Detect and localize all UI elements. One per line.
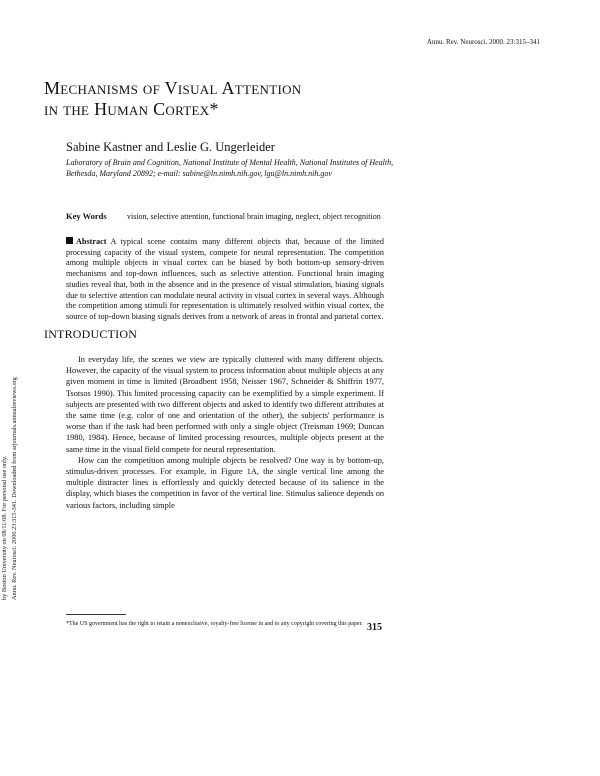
authors: Sabine Kastner and Leslie G. Ungerleider (66, 140, 275, 154)
abstract-text: A typical scene contains many different objects that, because of the limited processing capacity of the visual system, compete for neural representation. The competition among multiple objects in visual cortex can be biased by both bottom-up sensory-driven mechanisms and top-down influences, such as selective attention. Functional brain imaging studies reveal that, both in the absence and in the presence of visual stimulation, biasing signals due to selective attention can modulate neural activity in visual cortex in several ways. Although the competition among stimuli for representation is ultimately resolved within visual cortex, the source of top-down biasing signals derives from a network of areas in frontal and parietal cortex. (66, 237, 384, 321)
title-line-2: in the Human Cortex* (44, 99, 219, 119)
keywords-text: vision, selective attention, functional brain imaging, neglect, object recognition (127, 212, 381, 221)
footnote: *The US government has the right to retain a nonexclusive, royalty-free license in and to any copyright covering this paper. (66, 621, 363, 627)
section-heading: INTRODUCTION (44, 327, 138, 341)
download-watermark (0, 240, 30, 600)
abstract-label: Abstract (76, 237, 107, 246)
page-number: 315 (367, 622, 382, 633)
footnote-divider (66, 614, 126, 615)
body-text (66, 354, 384, 511)
watermark-line-2: by Boston University on 08/11/08. For personal use only. (1, 455, 8, 600)
abstract (66, 237, 384, 323)
keywords-label: Key Words (66, 211, 107, 221)
affiliation: Laboratory of Brain and Cognition, National Institute of Mental Health, National Institutes of Health, Bethesda, Maryland 20892; e-mail: sabine@ln.nimh.nih.gov, lgu@ln.nimh.nih.gov (66, 158, 394, 178)
journal-citation: Annu. Rev. Neurosci. 2000. 23:315–341 (426, 38, 540, 46)
paragraph-1: In everyday life, the scenes we view are typically cluttered with many different objects. However, the capacity of the visual system to process information about multiple objects at any given moment in time is limited (Broadbent 1958, Neisser 1967, Schneider & Shiffrin 1977, Tsotsos 1990). This limited processing capacity can be exemplified by a simple experiment. If subjects are presented with two different objects and asked to identify two different attributes at the same time (e.g. color of one and orientation of the other), the subjects' performance is worse than if the task had been performed with only a single object (Treisman 1969; Duncan 1980, 1984). Hence, because of limited processing resources, multiple objects present at the same time in the visual field compete for neural representation. (66, 355, 384, 454)
title-line-1: Mechanisms of Visual Attention (44, 78, 302, 98)
paragraph-2: How can the competition among multiple objects be resolved? One way is by bottom-up, stimulus-driven processes. For example, in Figure 1A, the single vertical line among the multiple distracter lines is effortlessly and quickly detected because of its salience in the display, which biases the competition in favor of the vertical line. Stimulus salience depends on various factors, including simple (66, 455, 384, 510)
abstract-bullet-icon (66, 237, 73, 244)
paper-title (44, 78, 301, 120)
watermark-line-1: Annu. Rev. Neurosci. 2000.23:315-341. Downloaded from arjournals.annualreviews.org (11, 377, 18, 600)
